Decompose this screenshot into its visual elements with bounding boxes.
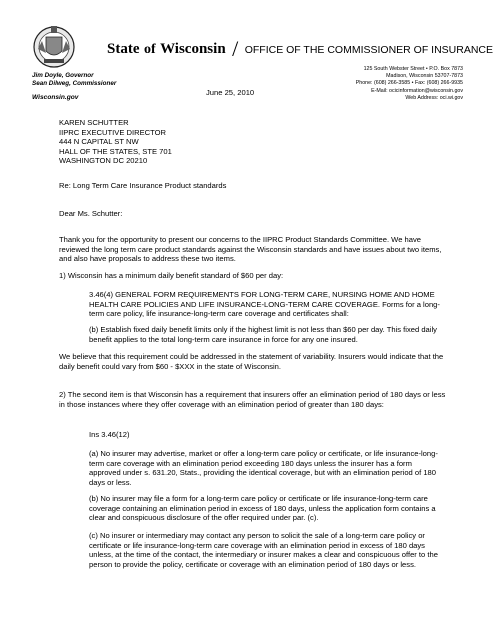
- rule-c-paragraph: (c) No insurer or intermediary may contact any person to solicit the sale of a long-term care policy or certificate or life insurance-long-term care coverage with an elimination period in excess of 180 days unless, at the time of the contact, the intermediary or insurer makes a clear and conspicuous offer to the person to provide the policy, certificate or coverage with an elimination period of 180 days or less.: [89, 531, 438, 569]
- address-line: 125 South Webster Street • P.O. Box 7873: [363, 66, 463, 72]
- rule-b2-paragraph: (b) No insurer may file a form for a long-term care policy or certificate or life insurance-long-term care coverage containing an elimination period in excess of 180 days, unless the application form contains a clear and conspicuous disclosure of the offer required under par. (c).: [89, 494, 436, 523]
- address-line: Madison, Wisconsin 53707-7873: [386, 73, 463, 80]
- office-name: OFFICE OF THE COMMISSIONER OF INSURANCE: [244, 44, 494, 56]
- rule-346-paragraph: 3.46(4) GENERAL FORM REQUIREMENTS FOR LONG-TERM CARE, NURSING HOME AND HOME HEALTH CARE POLICIES AND LIFE INSURANCE-LONG-TERM CARE COVERAGE. Forms for a long-term care policy, life insurance-long-term care coverage and certificates shall:: [89, 290, 440, 319]
- web-address-line: Web Address: oci.wi.gov: [405, 94, 463, 101]
- rule-a-paragraph: (a) No insurer may advertise, market or offer a long-term care policy or certificate, or life insurance-long-term care coverage with an elimination period exceeding 180 days unless the insurer has a form approved under s. 631.20, Stats., providing the identical coverage, but with an elimination period of 180 days or less.: [89, 449, 438, 487]
- title-slash: /: [232, 36, 239, 61]
- commissioner-name: Sean Dilweg, Commissioner: [32, 80, 117, 87]
- item-one-paragraph: 1) Wisconsin has a minimum daily benefit standard of $60 per day:: [59, 271, 284, 280]
- recipient-line: HALL OF THE STATES, STE 701: [59, 146, 172, 156]
- recipient-line: KAREN SCHUTTER: [59, 118, 129, 127]
- recipient-line: WASHINGTON DC 20210: [59, 156, 148, 166]
- letter-date: June 25, 2010: [206, 88, 255, 97]
- intro-paragraph: Thank you for the opportunity to present our concerns to the IIPRC Product Standards Committee. We have reviewed the long term care product standards against the Wisconsin standards and have issues about two items, and also have proposals to address these two items.: [59, 235, 442, 264]
- phone-line: Phone: (608) 266-3585 • Fax: (608) 266-9935: [355, 80, 463, 87]
- rule-b-paragraph: (b) Establish fixed daily benefit limits only if the highest limit is not less than $60 per day. This fixed daily benefit applies to the total long-term care insurance in force for any one insured.: [89, 325, 437, 344]
- state-seal-icon: [32, 23, 76, 69]
- recipient-line: 444 N CAPITAL ST NW: [59, 137, 139, 147]
- of-word: of: [143, 42, 156, 57]
- email-line: E-Mail: ocicinformation@wisconsin.gov: [371, 87, 463, 94]
- re-line: Re: Long Term Care Insurance Product standards: [59, 181, 227, 190]
- wisconsin-gov-label: Wisconsin.gov: [32, 94, 79, 101]
- believe-paragraph: We believe that this requirement could be addressed in the statement of variability. Insurers would indicate that the daily benefit could vary from $60 - $XXX in the state of Wisconsin.: [59, 352, 444, 371]
- item-two-paragraph: 2) The second item is that Wisconsin has a requirement that insurers offer an elimination period of 180 days or less in those instances where they offer coverage with an elimination period of greater than 180 days:: [59, 390, 446, 409]
- office-address-block: [263, 66, 463, 102]
- salutation: Dear Ms. Schutter:: [59, 209, 123, 218]
- ins-citation: Ins 3.46(12): [89, 430, 130, 439]
- state-word: State: [107, 41, 140, 57]
- recipient-address: [59, 118, 359, 166]
- governor-name: Jim Doyle, Governor: [32, 72, 94, 79]
- wisconsin-word: Wisconsin: [160, 41, 226, 57]
- recipient-line: IIPRC EXECUTIVE DIRECTOR: [59, 127, 167, 137]
- letterhead-title: [107, 33, 493, 59]
